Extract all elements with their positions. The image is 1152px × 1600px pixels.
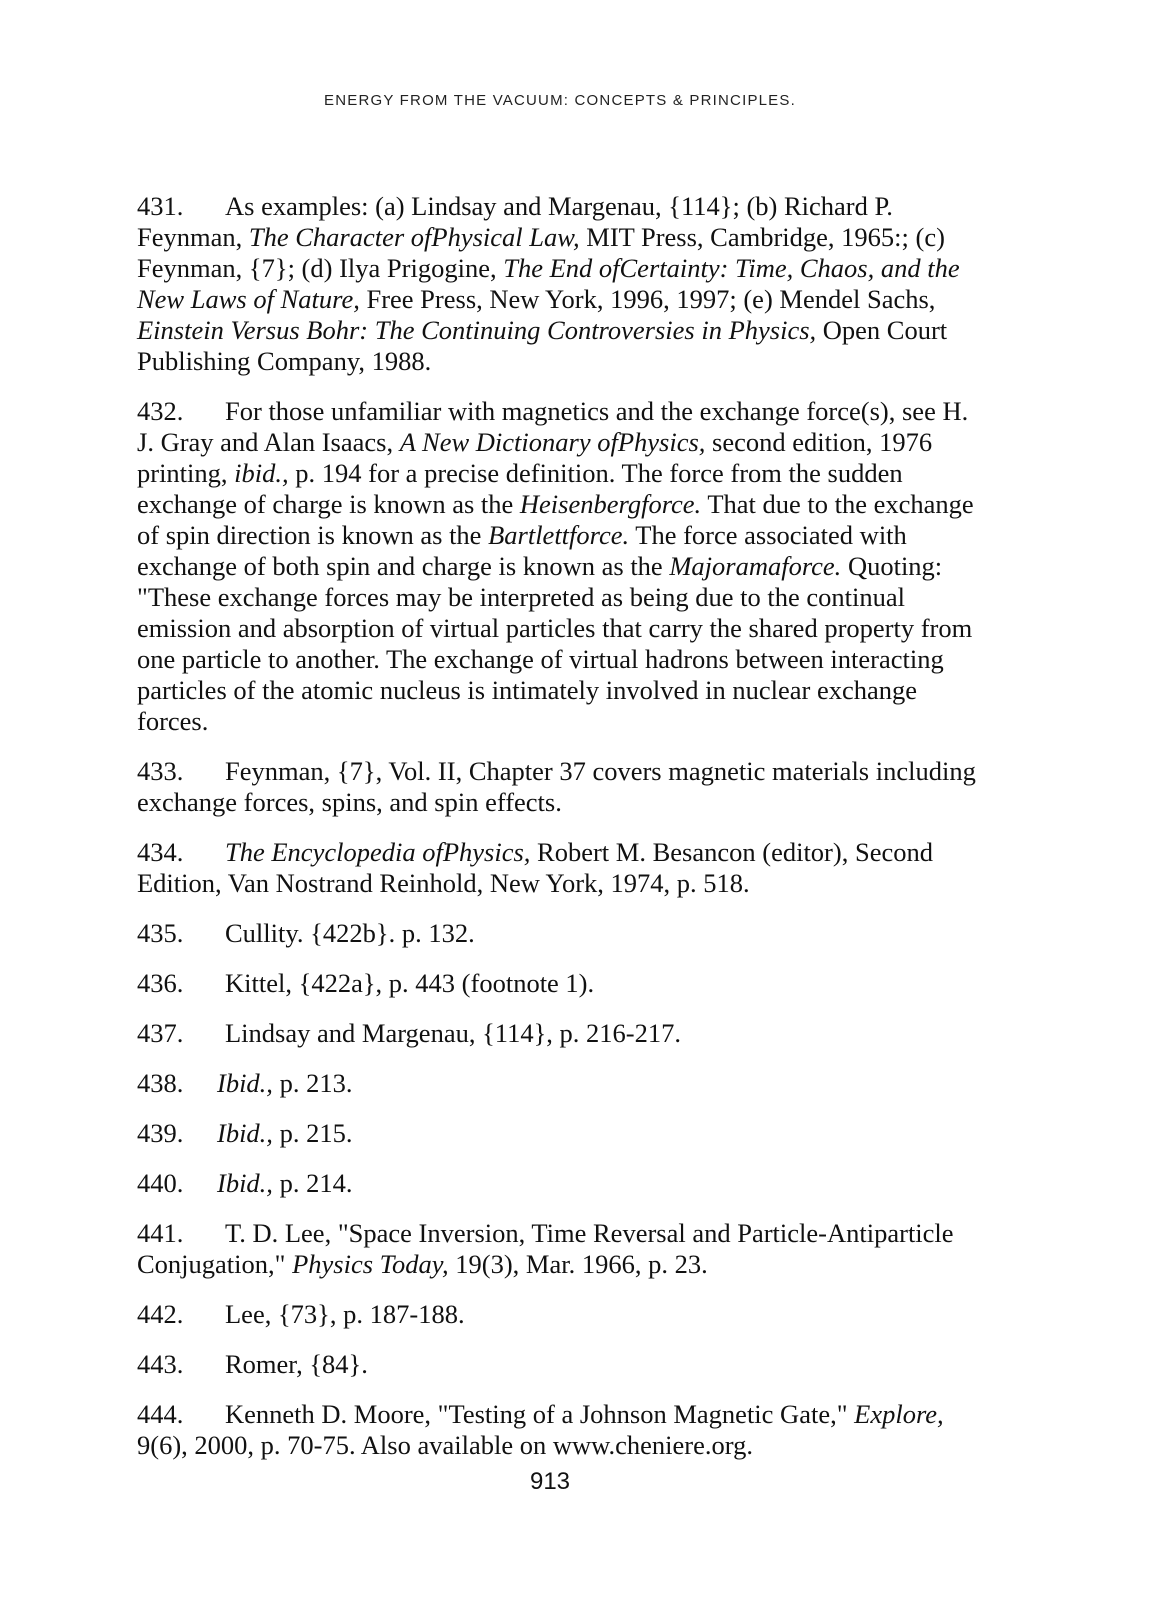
note-text: Open Court Publishing Company, 1988. [137, 315, 948, 376]
endnote-438 [137, 1068, 977, 1099]
endnote-443 [137, 1349, 977, 1380]
note-number: 435. [137, 918, 184, 948]
note-number: 439. [137, 1118, 184, 1148]
note-text: second edition, 1976 printing, [137, 427, 933, 488]
note-text: Free Press, New York, 1996, 1997; (e) Mendel Sachs, [359, 284, 936, 314]
endnote-434 [137, 837, 977, 899]
note-number: 436. [137, 968, 184, 998]
note-text: Feynman, {7}, Vol. II, Chapter 37 covers magnetic materials including exchange forces, spins, and spin effects. [137, 756, 976, 817]
note-title-italic: Einstein Versus Bohr: The Continuing Controversies in Physics, [137, 315, 817, 345]
note-text: Robert M. Besancon (editor), Second Edition, Van Nostrand Reinhold, New York, 1974, p. 518. [137, 837, 933, 898]
note-text: 9(6), 2000, p. 70-75. Also available on www.cheniere.org. [137, 1430, 753, 1460]
note-number: 443. [137, 1349, 184, 1379]
endnote-437 [137, 1018, 977, 1049]
note-italic: Majoramaforce. [669, 551, 842, 581]
note-number: 442. [137, 1299, 184, 1329]
note-text: 19(3), Mar. 1966, p. 23. [448, 1249, 708, 1279]
note-text: That due to the exchange of spin direction is known as the [137, 489, 974, 550]
note-text: p. 213. [272, 1068, 353, 1098]
note-number: 432. [137, 396, 184, 426]
note-title-italic: The End ofCertainty: Time, Chaos, and the New Laws of Nature, [137, 253, 960, 314]
note-title-italic: Physics Today, [292, 1249, 449, 1279]
note-text: p. 215. [272, 1118, 353, 1148]
note-text: Kenneth D. Moore, "Testing of a Johnson Magnetic Gate," [225, 1399, 855, 1429]
note-italic: Ibid., [217, 1118, 273, 1148]
note-italic: Ibid., [217, 1068, 273, 1098]
note-text: p. 214. [272, 1168, 353, 1198]
endnote-444 [137, 1399, 977, 1461]
note-number: 431. [137, 191, 184, 221]
endnotes-list [137, 191, 977, 1480]
note-italic: Bartlettforce. [488, 520, 630, 550]
endnote-440 [137, 1168, 977, 1199]
note-italic: Heisenbergforce. [519, 489, 702, 519]
endnote-442 [137, 1299, 977, 1330]
note-title-italic: The Encyclopedia ofPhysics, [225, 837, 531, 867]
note-text: Cullity. {422b}. p. 132. [225, 918, 475, 948]
note-text: MIT Press, Cambridge, 1965:; (c) Feynman, {7}; (d) Ilya Prigogine, [137, 222, 945, 283]
page-number: 913 [529, 1468, 571, 1495]
note-text: Quoting: "These exchange forces may be interpreted as being due to the continual emission and absorption of virtual particles that carry the shared property from one particle to another. The exchange of virtual hadrons between interacting particles of the atomic nucleus is intimately involved in nuclear exchange forces. [137, 551, 973, 736]
note-text: Lee, {73}, p. 187-188. [225, 1299, 465, 1329]
note-text: Romer, {84}. [225, 1349, 368, 1379]
note-text: Lindsay and Margenau, {114}, p. 216-217. [225, 1018, 681, 1048]
endnote-439 [137, 1118, 977, 1149]
note-title-italic: A New Dictionary ofPhysics, [399, 427, 706, 457]
note-italic: ibid., [234, 458, 289, 488]
note-title-italic: Explore, [854, 1399, 944, 1429]
endnote-431 [137, 191, 977, 377]
note-number: 433. [137, 756, 184, 786]
endnote-432 [137, 396, 977, 737]
note-text: The force associated with exchange of both spin and charge is known as the [137, 520, 907, 581]
note-number: 437. [137, 1018, 184, 1048]
note-number: 434. [137, 837, 184, 867]
note-text: Kittel, {422a}, p. 443 (footnote 1). [225, 968, 595, 998]
endnote-436 [137, 968, 977, 999]
note-text: For those unfamiliar with magnetics and the exchange force(s), see H. J. Gray and Alan Isaacs, [137, 396, 969, 457]
note-number: 440. [137, 1168, 184, 1198]
note-title-italic: The Character ofPhysical Law, [248, 222, 580, 252]
endnote-433 [137, 756, 977, 818]
note-text: T. D. Lee, "Space Inversion, Time Reversal and Particle-Antiparticle Conjugation," [137, 1218, 954, 1279]
endnote-435 [137, 918, 977, 949]
note-number: 438. [137, 1068, 184, 1098]
note-text: p. 194 for a precise definition. The force from the sudden exchange of charge is known as the [137, 458, 903, 519]
note-number: 444. [137, 1399, 184, 1429]
running-header: ENERGY FROM THE VACUUM: CONCEPTS & PRINCIPLES. [324, 92, 796, 109]
note-number: 441. [137, 1218, 184, 1248]
endnote-441 [137, 1218, 977, 1280]
note-text: As examples: (a) Lindsay and Margenau, {114}; (b) Richard P. Feynman, [137, 191, 893, 252]
note-italic: Ibid., [217, 1168, 273, 1198]
